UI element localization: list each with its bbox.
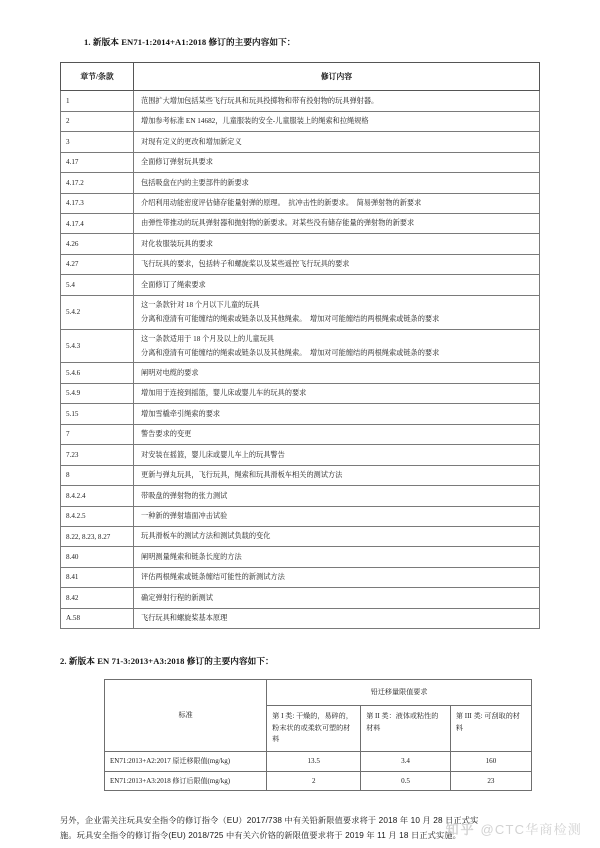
revision-content-line: 分离和澄清有可能缠结的绳索或链条以及其他绳索。 增加对可能缠结的两根绳索或链条的要求 (141, 348, 440, 357)
revision-content-line: 包括吸盘在内的主要部件的新要求 (141, 178, 249, 187)
clause-number-cell: 1 (61, 91, 134, 111)
table-row (61, 295, 540, 329)
clause-number-cell: 5.4.2 (61, 295, 134, 329)
table-row (61, 404, 540, 424)
revision-content-line: 全面修订了绳索要求 (141, 280, 206, 289)
clause-number-cell: 4.17.2 (61, 173, 134, 193)
clause-number-cell: 8.4.2.4 (61, 486, 134, 506)
table-header-row (61, 63, 540, 91)
column-header-standard: 标准 (105, 680, 267, 752)
clause-number-cell: 4.17.4 (61, 213, 134, 233)
revision-content-line: 阐明测量绳索和链条长度的方法 (141, 552, 242, 561)
revision-content-cell (134, 295, 540, 329)
revision-content-line: 对现有定义的更改和增加新定义 (141, 137, 242, 146)
revision-content-line: 阐明对电缆的要求 (141, 368, 199, 377)
clause-number-cell: 4.27 (61, 254, 134, 274)
table-row (61, 152, 540, 172)
revision-content-line: 分离和澄清有可能缠结的绳索或链条以及其他绳索。 增加对可能缠结的两根绳索或链条的要求 (141, 314, 440, 323)
revision-content-cell (134, 254, 540, 274)
clause-number-cell: 8.41 (61, 567, 134, 587)
lead-migration-table-wrapper (60, 679, 540, 791)
clause-number-cell: 5.15 (61, 404, 134, 424)
clause-number-cell: 4.17.3 (61, 193, 134, 213)
limit-value-cell: 2 (267, 771, 361, 791)
table-row (61, 111, 540, 131)
limit-value-cell: 0.5 (361, 771, 451, 791)
table-row (61, 132, 540, 152)
watermark (446, 819, 582, 838)
revision-content-cell (134, 567, 540, 587)
table-row (61, 275, 540, 295)
revision-content-line: 玩具滑板车的测试方法和测试负载的变化 (141, 532, 271, 541)
table-row (61, 424, 540, 444)
table-row (61, 465, 540, 485)
revision-content-line: 确定弹射行程的新测试 (141, 593, 213, 602)
standard-label-cell: EN71:2013+A3:2018 修订后限值(mg/kg) (105, 771, 267, 791)
group-header-lead-migration: 铅迁移量限值要求 (267, 680, 532, 706)
revision-content-cell (134, 193, 540, 213)
clause-number-cell: 8.40 (61, 547, 134, 567)
revision-content-cell (134, 152, 540, 172)
table-row (61, 193, 540, 213)
column-header-category-3: 第 III 类: 可刮取的材料 (450, 705, 531, 751)
revision-content-line: 这一条款适用于 18 个月及以上的儿童玩具 (141, 335, 274, 344)
revision-content-line: 飞行玩具的要求，包括转子和螺旋桨以及某些遥控飞行玩具的要求 (141, 260, 350, 269)
clause-number-cell: 4.26 (61, 234, 134, 254)
clause-number-cell: 8.42 (61, 588, 134, 608)
column-header-category-1: 第 I 类: 干燥的，易碎的，粉末状的或柔软可塑的材料 (267, 705, 361, 751)
limit-value-cell: 13.5 (267, 751, 361, 771)
revision-content-line: 评估两根绳索或链条缠结可能性的新测试方法 (141, 573, 285, 582)
table-row (61, 486, 540, 506)
watermark-handle: @CTC华商检测 (480, 822, 582, 837)
revision-content-cell (134, 445, 540, 465)
limit-value-cell: 160 (450, 751, 531, 771)
revision-content-cell (134, 588, 540, 608)
closing-line-2: 施。玩具安全指令的修订指令(EU) 2018/725 中有关六价铬的新限值要求将于 2019 年 11 月 18 日正式实施。 (60, 831, 462, 841)
clause-number-cell: 5.4.3 (61, 329, 134, 363)
clause-number-cell: 3 (61, 132, 134, 152)
clause-number-cell: 5.4.9 (61, 383, 134, 403)
revision-content-line: 介绍利用动能密度评估储存能量射弹的原理。 抗冲击性的新要求。 简易弹射物的新要求 (141, 199, 422, 208)
revision-content-line: 对安装在摇篮，婴儿床或婴儿车上的玩具警告 (141, 450, 285, 459)
table-row (61, 329, 540, 363)
clause-number-cell: 7 (61, 424, 134, 444)
column-header-category-2: 第 II 类：液体或粘性的材料 (361, 705, 451, 751)
table-row (61, 445, 540, 465)
table-row (61, 234, 540, 254)
revision-content-cell (134, 547, 540, 567)
revision-content-line: 警告要求的变更 (141, 430, 192, 439)
clause-number-cell: 5.4.6 (61, 363, 134, 383)
revision-content-line: 飞行玩具和螺旋桨基本原理 (141, 614, 228, 623)
section-2-title: 2. 新版本 EN 71-3:2013+A3:2018 修订的主要内容如下： (60, 656, 274, 667)
revision-content-line: 带吸盘的弹射物的张力测试 (141, 491, 228, 500)
revision-content-cell (134, 404, 540, 424)
revision-content-line: 增加参考标准 EN 14682，儿童服装的安全-儿童服装上的绳索和拉绳规格 (141, 117, 369, 126)
table-row (61, 173, 540, 193)
revision-content-line: 全面修订弹射玩具要求 (141, 158, 213, 167)
clause-number-cell: 8.22, 8.23, 8.27 (61, 526, 134, 546)
revision-content-cell (134, 424, 540, 444)
clause-number-cell: 5.4 (61, 275, 134, 295)
limit-value-cell: 3.4 (361, 751, 451, 771)
clause-number-cell: 8.4.2.5 (61, 506, 134, 526)
table-row (61, 254, 540, 274)
revision-content-cell (134, 111, 540, 131)
revision-content-cell (134, 234, 540, 254)
table-row (61, 608, 540, 628)
revision-content-cell (134, 275, 540, 295)
revision-content-line: 由弹性带推动的玩具弹射器和抛射物的新要求。对某些没有储存能量的弹射物的新要求 (141, 219, 415, 228)
table-row (61, 567, 540, 587)
revision-content-line: 更新与弹丸玩具，飞行玩具，绳索和玩具滑板车相关的测试方法 (141, 471, 343, 480)
table-row (61, 91, 540, 111)
revision-content-cell (134, 213, 540, 233)
revision-summary-table (60, 62, 540, 629)
clause-number-cell: 8 (61, 465, 134, 485)
clause-number-cell: 7.23 (61, 445, 134, 465)
revision-content-cell (134, 329, 540, 363)
table-row (61, 213, 540, 233)
revision-content-line: 一种新的弹射墙面冲击试验 (141, 512, 228, 521)
section-1-title: 1. 新版本 EN71-1:2014+A1:2018 修订的主要内容如下： (84, 37, 296, 47)
revision-content-cell (134, 132, 540, 152)
clause-number-cell: 2 (61, 111, 134, 131)
revision-content-line: 对化妆服装玩具的要求 (141, 239, 213, 248)
closing-line-1: 另外，企业需关注玩具安全指令的修订指令（EU）2017/738 中有关铅新限值要求将于 2018 年 10 月 28 日正式实 (60, 816, 479, 826)
table-row (61, 588, 540, 608)
column-header-clause: 章节/条款 (61, 63, 134, 91)
zhihu-logo: 知乎 (445, 822, 476, 837)
clause-number-cell: A.58 (61, 608, 134, 628)
revision-content-cell (134, 91, 540, 111)
revision-content-line: 这一条款针对 18 个月以下儿童的玩具 (141, 301, 260, 310)
table-row (61, 526, 540, 546)
revision-content-cell (134, 363, 540, 383)
revision-content-cell (134, 526, 540, 546)
column-header-content: 修订内容 (134, 63, 540, 91)
limit-value-cell: 23 (450, 771, 531, 791)
table-row (61, 506, 540, 526)
revision-content-cell (134, 173, 540, 193)
table-row (61, 383, 540, 403)
table-row (105, 751, 532, 771)
table-row (105, 771, 532, 791)
lead-migration-limits-table (104, 679, 532, 791)
clause-number-cell: 4.17 (61, 152, 134, 172)
standard-label-cell: EN71:2013+A2:2017 原迁移限值(mg/kg) (105, 751, 267, 771)
table-group-header-row (105, 680, 532, 706)
revision-content-cell (134, 383, 540, 403)
revision-content-cell (134, 465, 540, 485)
revision-content-line: 增加用于连接到摇篮，婴儿床或婴儿车的玩具的要求 (141, 389, 307, 398)
table-row (61, 363, 540, 383)
revision-content-cell (134, 506, 540, 526)
revision-content-line: 增加雪橇牵引绳索的要求 (141, 409, 221, 418)
revision-content-cell (134, 486, 540, 506)
revision-content-cell (134, 608, 540, 628)
table-row (61, 547, 540, 567)
revision-content-line: 范围扩大增加包括某些飞行玩具和玩具投掷物和带有投射物的玩具弹射器。 (141, 96, 379, 105)
